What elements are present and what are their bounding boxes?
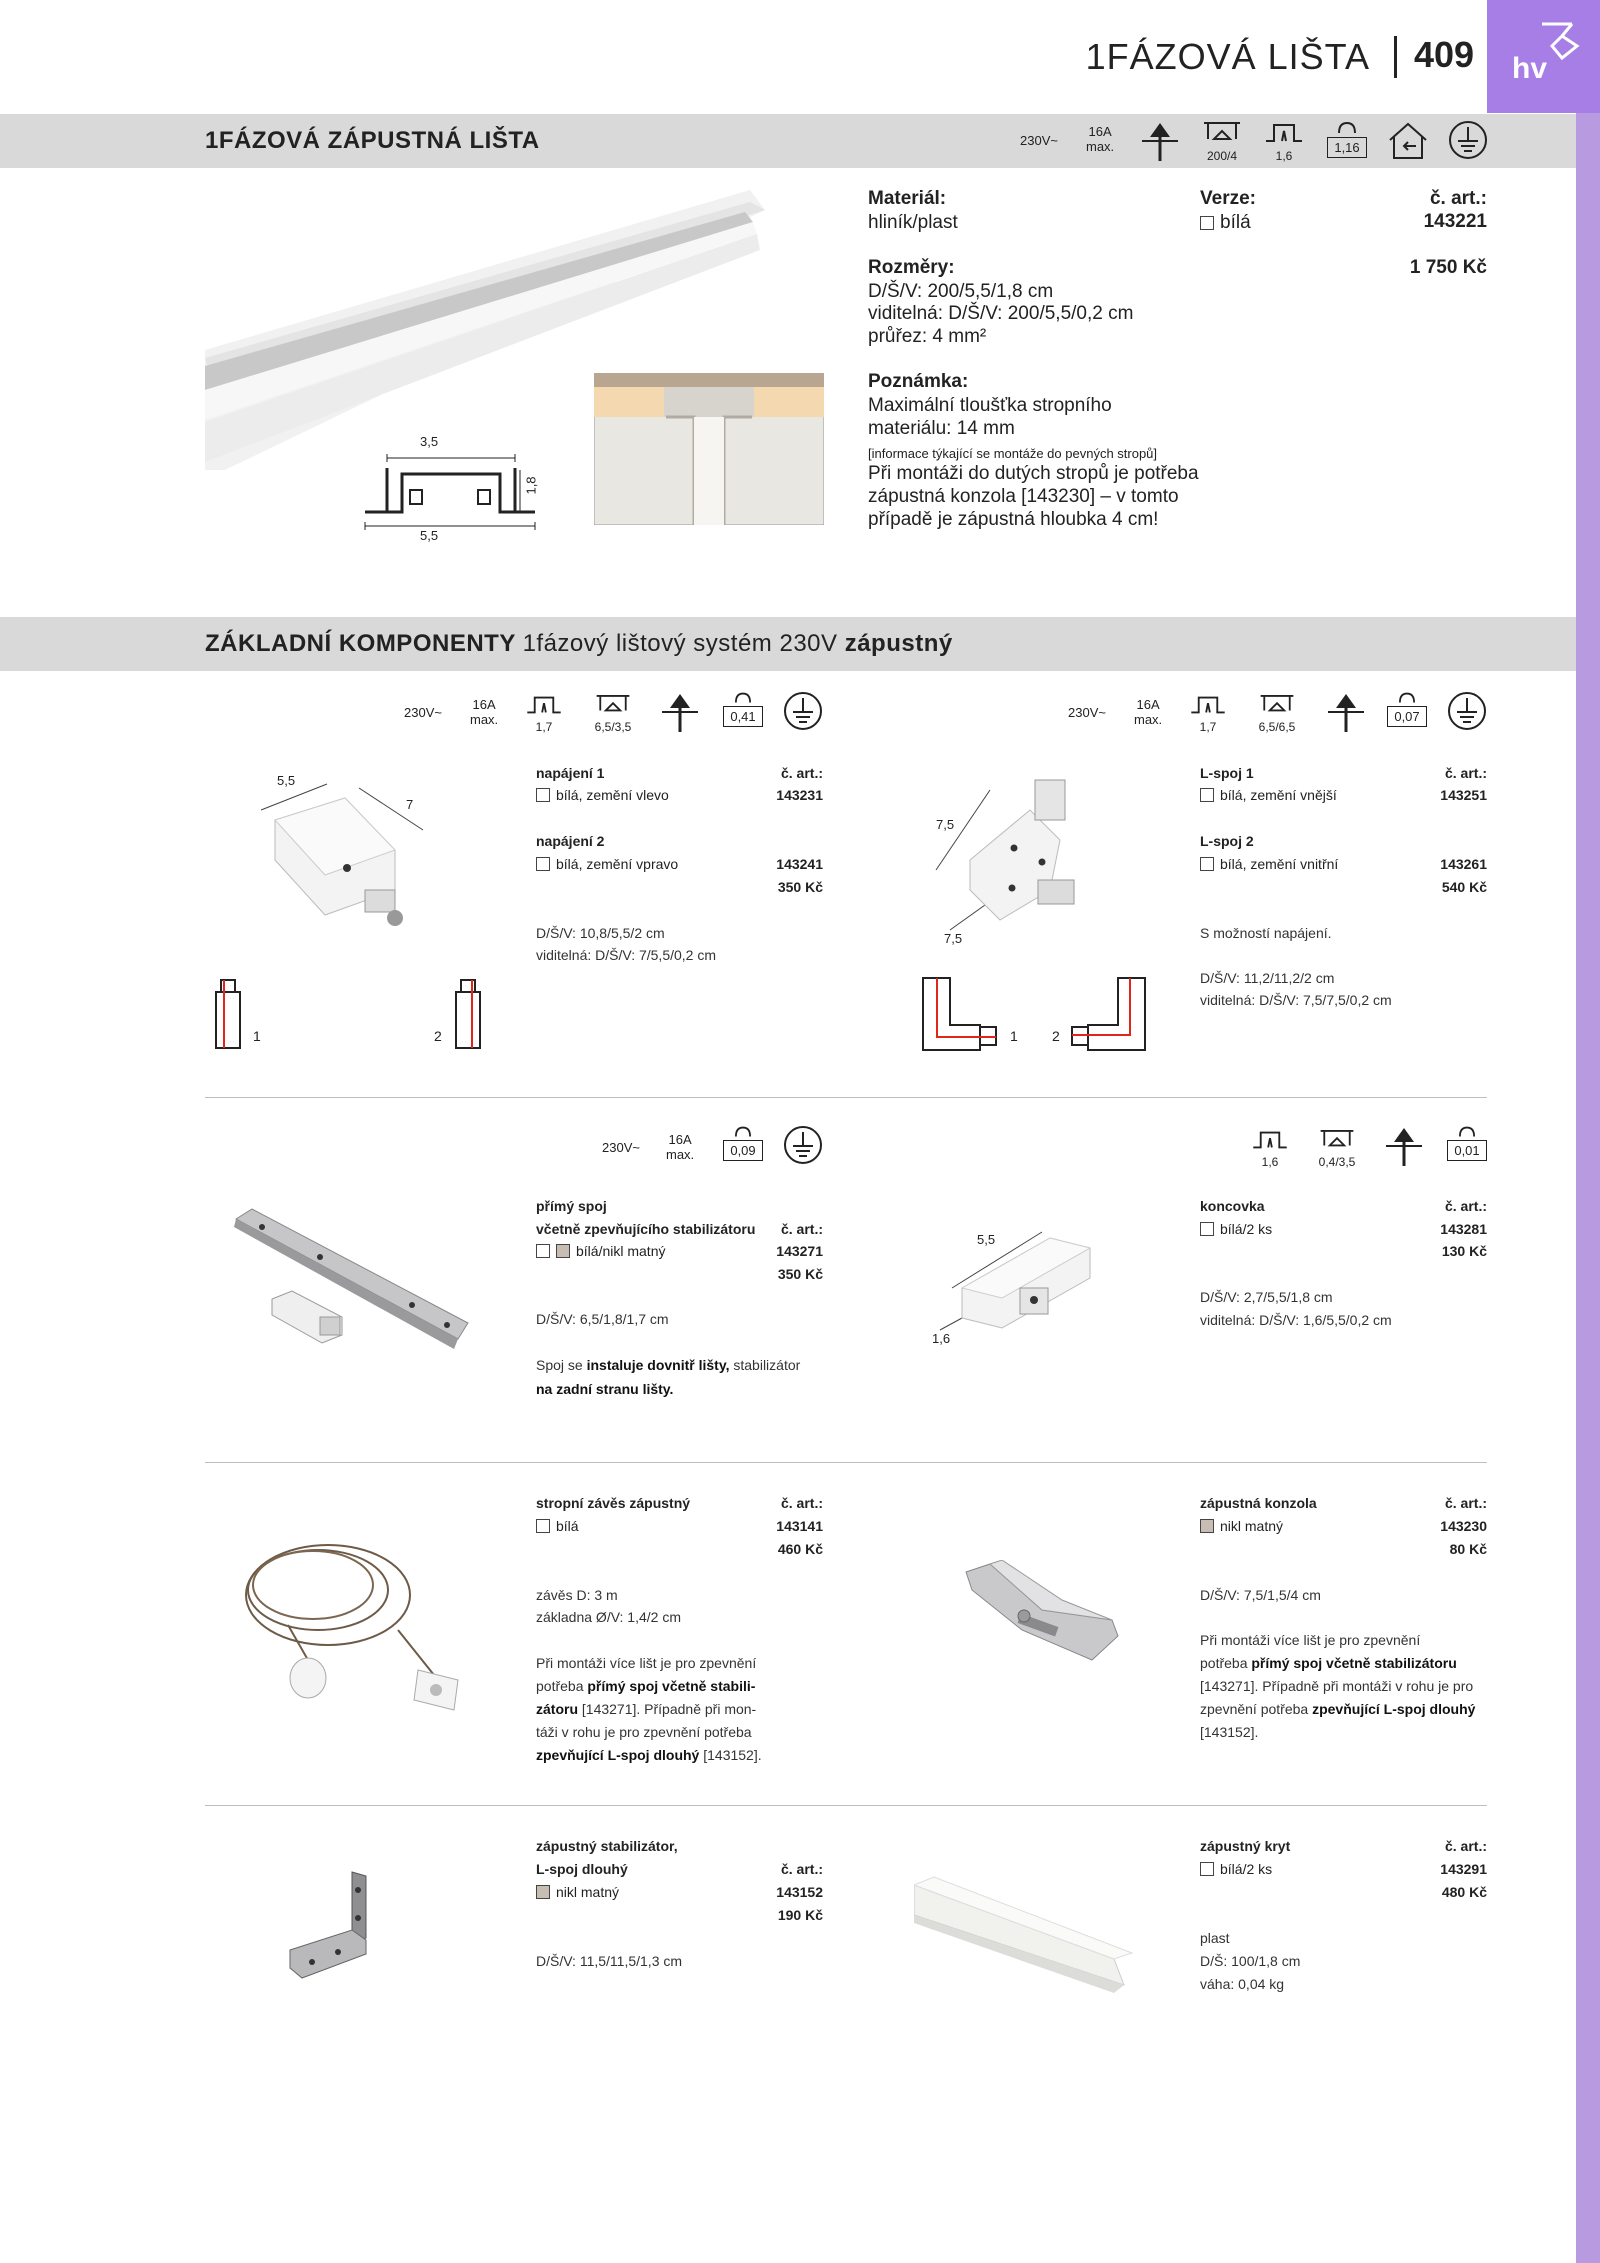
product-title: napájení 2: [536, 833, 605, 849]
diagram-feed-right: [453, 978, 483, 1052]
divider: [205, 1462, 1487, 1463]
divider: [205, 1805, 1487, 1806]
product-title: napájení 1: [536, 765, 605, 781]
diagram-feed-left: [213, 978, 243, 1052]
weight-icon: 0,09: [722, 1124, 764, 1161]
dim-label: 7,5: [944, 931, 963, 946]
dim-label: 5,5: [977, 1232, 996, 1247]
voltage-label: 230V~: [404, 705, 442, 720]
product-title: přímý spoj: [536, 1198, 607, 1214]
dimensions: závěs D: 3 m: [536, 1587, 618, 1603]
recessed-icon: 200/4: [1198, 119, 1246, 163]
note-small: [informace týkající se montáže do pevných stropů]: [868, 446, 1158, 461]
ground-icon: [1446, 690, 1488, 732]
art-label: č. art.:: [780, 1861, 823, 1877]
dimensions: D/Š/V: 7,5/1,5/4 cm: [1200, 1587, 1321, 1603]
note-line: materiálu: 14 mm: [868, 418, 1015, 439]
voltage-label: 230V~: [1020, 133, 1058, 148]
dim-label: 7,5: [936, 817, 955, 832]
dim-label: 5,5: [277, 773, 296, 788]
l-connector-image: [930, 770, 1100, 950]
diagram-number: 2: [1052, 1028, 1060, 1044]
dim-base: 5,5: [420, 528, 439, 543]
checkbox[interactable]: [536, 1244, 550, 1258]
mounting-icon: [1140, 119, 1180, 163]
dimensions-visible: viditelná: D/Š/V: 200/5,5/0,2 cm: [868, 303, 1134, 324]
art-number: 143251: [1440, 787, 1487, 803]
art-number: 143241: [776, 856, 823, 872]
weight-icon: 0,41: [722, 690, 764, 727]
weight-icon: 0,07: [1386, 690, 1428, 727]
product-title: zápustná konzola: [1200, 1495, 1317, 1511]
product-title: L-spoj 1: [1200, 765, 1254, 781]
recessed-icon: 6,5/6,5: [1252, 692, 1302, 734]
dimensions: D/Š/V: 10,8/5,5/2 cm: [536, 925, 665, 941]
product-title: koncovka: [1200, 1198, 1265, 1214]
mounting-icon: [1384, 1124, 1424, 1168]
checkbox[interactable]: [536, 788, 550, 802]
checkbox[interactable]: [1200, 1519, 1214, 1533]
amp-label: 16A max.: [470, 697, 499, 727]
art-label: č. art.:: [780, 1495, 823, 1511]
title-divider: [1394, 36, 1397, 78]
indoor-icon: [1386, 120, 1430, 160]
version-option[interactable]: bílá: [1200, 211, 1251, 234]
price: 130 Kč: [1441, 1243, 1487, 1259]
material: plast: [1200, 1930, 1230, 1946]
mounting-icon: [1326, 690, 1366, 734]
art-label: č. art.:: [1444, 1838, 1487, 1854]
dim-label: 7: [406, 797, 414, 812]
recessed-bracket-image: [962, 1560, 1122, 1670]
variant-option[interactable]: bílá, zemění vnitřní: [1200, 856, 1338, 872]
art-label: č. art.:: [1429, 188, 1487, 209]
diagram-number: 1: [1010, 1028, 1018, 1044]
art-number: 143152: [776, 1884, 823, 1900]
variant-option[interactable]: bílá/2 ks: [1200, 1861, 1272, 1877]
note-line: případě je zápustná hloubka 4 cm!: [868, 509, 1159, 530]
price: 350 Kč: [777, 879, 823, 895]
art-label: č. art.:: [1444, 1495, 1487, 1511]
checkbox[interactable]: [1200, 1862, 1214, 1876]
price: 1 750 Kč: [1409, 257, 1487, 278]
variant-option[interactable]: bílá, zemění vlevo: [536, 787, 669, 803]
note: potřeba přímý spoj včetně stabilizátoru: [1200, 1655, 1457, 1671]
ground-icon: [782, 1124, 824, 1166]
dim-height: 1,8: [523, 476, 539, 495]
dimensions-visible: viditelná: D/Š/V: 7/5,5/0,2 cm: [536, 947, 717, 963]
art-number: 143281: [1440, 1221, 1487, 1237]
checkbox[interactable]: [1200, 216, 1214, 230]
dimensions: D/Š/V: 11,5/11,5/1,3 cm: [536, 1953, 683, 1969]
page-title: 1FÁZOVÁ LIŠTA: [1085, 36, 1370, 77]
checkbox[interactable]: [1200, 788, 1214, 802]
variant-option[interactable]: bílá/nikl matný: [536, 1243, 665, 1259]
note-line: zápustná konzola [143230] – v tomto: [868, 486, 1179, 507]
stabilizer-image: [282, 1868, 392, 1988]
checkbox[interactable]: [536, 1519, 550, 1533]
variant-option[interactable]: bílá: [536, 1518, 579, 1534]
amp-label: 16A max.: [666, 1132, 695, 1162]
variant-option[interactable]: nikl matný: [1200, 1518, 1283, 1534]
voltage-label: 230V~: [602, 1140, 640, 1155]
price: 480 Kč: [1441, 1884, 1487, 1900]
art-number: 143231: [776, 787, 823, 803]
note: [143271]. Případně při montáži v rohu je pro: [1200, 1678, 1474, 1694]
art-number: 143230: [1440, 1518, 1487, 1534]
note: táži v rohu je pro zpevnění potřeba: [536, 1724, 752, 1740]
note: S možností napájení.: [1200, 925, 1332, 941]
checkbox[interactable]: [1200, 857, 1214, 871]
dimensions-visible: viditelná: D/Š/V: 1,6/5,5/0,2 cm: [1200, 1312, 1392, 1328]
price: 540 Kč: [1441, 879, 1487, 895]
straight-connector-image: [232, 1205, 472, 1365]
profile-icon: 1,6: [1250, 1127, 1290, 1169]
note: Při montáži více lišt je pro zpevnění: [536, 1655, 757, 1671]
product-subtitle: L-spoj dlouhý: [536, 1861, 628, 1877]
installation-photo: [594, 373, 824, 525]
dimensions: D/Š/V: 2,7/5,5/1,8 cm: [1200, 1289, 1333, 1305]
page-number: 409: [1414, 34, 1475, 75]
page-edge-bar: [1576, 0, 1600, 2263]
diagram-number: 1: [253, 1028, 261, 1044]
art-number: 143221: [1423, 211, 1487, 232]
cross-section-drawing: [360, 430, 540, 540]
dimensions-line: D/Š/V: 200/5,5/1,8 cm: [868, 281, 1054, 302]
voltage-label: 230V~: [1068, 705, 1106, 720]
dimensions-label: Rozměry:: [868, 257, 955, 278]
dimensions: D/Š: 100/1,8 cm: [1200, 1953, 1301, 1969]
ground-icon: [1446, 119, 1490, 161]
ground-icon: [782, 690, 824, 732]
section-title: ZÁKLADNÍ KOMPONENTY 1fázový lištový systém 230V zápustný: [205, 630, 953, 657]
section-title: 1FÁZOVÁ ZÁPUSTNÁ LIŠTA: [205, 127, 540, 154]
dimensions-visible: viditelná: D/Š/V: 7,5/7,5/0,2 cm: [1200, 992, 1392, 1008]
checkbox[interactable]: [536, 857, 550, 871]
diagram-number: 2: [434, 1028, 442, 1044]
price: 190 Kč: [777, 1907, 823, 1923]
end-cap-image: [930, 1218, 1110, 1348]
variant-option[interactable]: bílá, zemění vpravo: [536, 856, 678, 872]
profile-icon: 1,6: [1262, 119, 1306, 163]
note: [143152].: [1200, 1724, 1259, 1740]
art-label: č. art.:: [780, 765, 823, 781]
note: na zadní stranu lišty.: [536, 1381, 674, 1397]
checkbox[interactable]: [556, 1244, 570, 1258]
note: Při montáži více lišt je pro zpevnění: [1200, 1632, 1421, 1648]
price: 350 Kč: [777, 1266, 823, 1282]
diagram-l-outer: [920, 975, 1000, 1053]
version-label: Verze:: [1200, 188, 1256, 209]
price: 80 Kč: [1449, 1541, 1487, 1557]
profile-icon: 1,7: [1188, 692, 1228, 734]
mounting-icon: [660, 690, 700, 734]
recessed-cover-image: [914, 1875, 1134, 2005]
brand-logo: hv: [1512, 52, 1548, 85]
art-number: 143141: [776, 1518, 823, 1534]
diagram-l-inner: [1068, 975, 1148, 1053]
note-label: Poznámka:: [868, 371, 969, 392]
note-line: Maximální tloušťka stropního: [868, 395, 1112, 416]
material-value: hliník/plast: [868, 212, 958, 233]
note: zpevňující L-spoj dlouhý [143152].: [536, 1747, 762, 1763]
price: 460 Kč: [777, 1541, 823, 1557]
note: zpevnění potřeba zpevňující L-spoj dlouhý: [1200, 1701, 1476, 1717]
art-number: 143261: [1440, 856, 1487, 872]
checkbox[interactable]: [1200, 1222, 1214, 1236]
art-label: č. art.:: [1444, 1198, 1487, 1214]
recessed-icon: 0,4/3,5: [1312, 1127, 1362, 1169]
dim-width: 3,5: [420, 434, 439, 449]
variant-option[interactable]: bílá/2 ks: [1200, 1221, 1272, 1237]
art-label: č. art.:: [1444, 765, 1487, 781]
note: zátoru [143271]. Případně při mon-: [536, 1701, 757, 1717]
product-subtitle: včetně zpevňujícího stabilizátoru: [536, 1221, 756, 1237]
dim-label: 1,6: [932, 1331, 951, 1346]
art-number: 143291: [1440, 1861, 1487, 1877]
checkbox[interactable]: [536, 1885, 550, 1899]
variant-option[interactable]: bílá, zemění vnější: [1200, 787, 1337, 803]
variant-option[interactable]: nikl matný: [536, 1884, 619, 1900]
material-label: Materiál:: [868, 188, 947, 209]
recessed-icon: 6,5/3,5: [588, 692, 638, 734]
brand-tab: [1487, 0, 1600, 113]
note: Spoj se instaluje dovnitř lišty, stabilizátor: [536, 1357, 801, 1373]
weight-icon: 0,01: [1446, 1124, 1488, 1161]
dimensions: D/Š/V: 6,5/1,8/1,7 cm: [536, 1311, 669, 1327]
product-title: stropní závěs zápustný: [536, 1495, 691, 1511]
ceiling-suspension-image: [238, 1530, 478, 1730]
amp-label: 16A max.: [1134, 697, 1163, 727]
dimensions-section: průřez: 4 mm²: [868, 326, 987, 347]
dimensions: D/Š/V: 11,2/11,2/2 cm: [1200, 970, 1335, 986]
note: potřeba přímý spoj včetně stabili-: [536, 1678, 756, 1694]
divider: [205, 1097, 1487, 1098]
product-title: zápustný kryt: [1200, 1838, 1291, 1854]
weight: váha: 0,04 kg: [1200, 1976, 1285, 1992]
product-title: L-spoj 2: [1200, 833, 1254, 849]
weight-icon: 1,16: [1326, 119, 1368, 158]
art-label: č. art.:: [780, 1221, 823, 1237]
profile-icon: 1,7: [524, 692, 564, 734]
dimensions: základna Ø/V: 1,4/2 cm: [536, 1609, 681, 1625]
amp-label: 16A max.: [1086, 124, 1115, 154]
art-number: 143271: [776, 1243, 823, 1259]
note-line: Při montáži do dutých stropů je potřeba: [868, 463, 1199, 484]
product-title: zápustný stabilizátor,: [536, 1838, 678, 1854]
